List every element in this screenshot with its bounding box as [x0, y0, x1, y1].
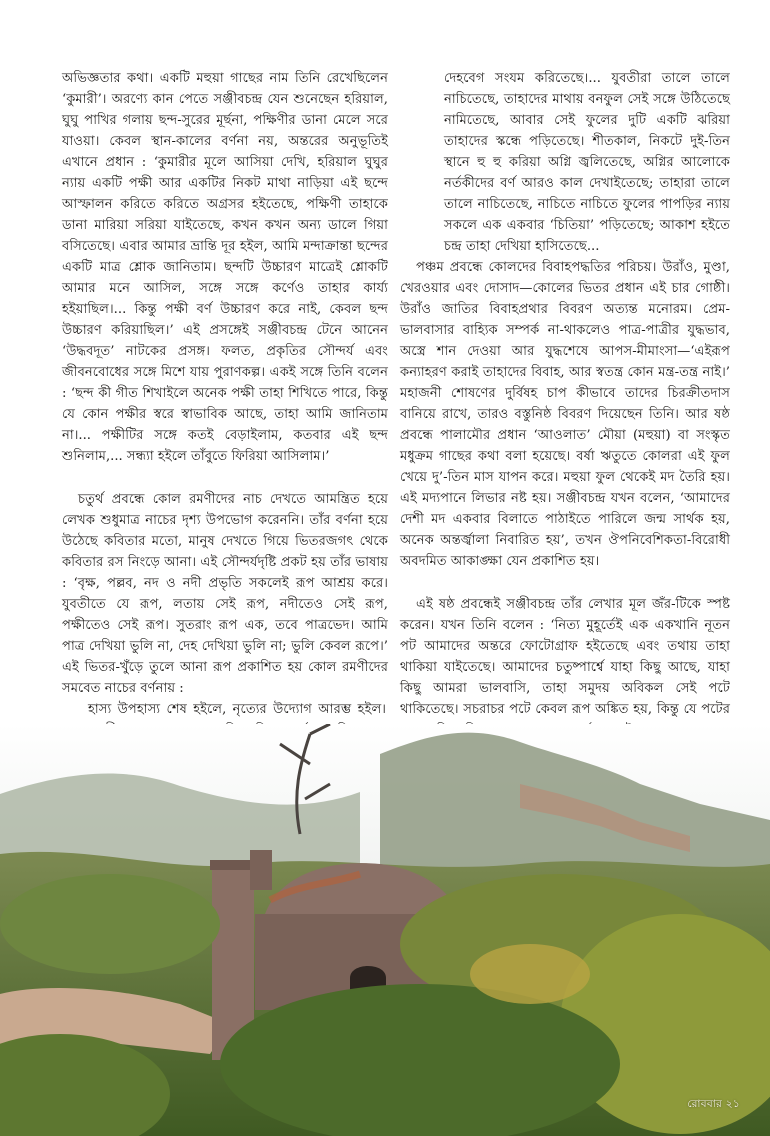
- ruin-photograph: [0, 724, 770, 1136]
- block-quote: হাস্য উপহাস্য শেষ হইলে, নৃত্যের উদ্যোগ আরম্ভ হইল।: [88, 702, 386, 717]
- block-quote-continued: দেহবেগ সংযম করিতেছে।... যুবতীরা তালে তালে নাচিতেছে, তাহাদের মাথায় বনফুল সেই সঙ্গে উঠিতেছে নামিতেছে, আবার সেই ফুলের দুটি একটি ঝরিয়া তাহাদের স্কন্ধে পড়িতেছে। শীতকাল, নিকটে দুই-তিন স্থানে হু হু করিয়া অগ্নি জ্বলিতেছে, অগ্নির আলোকে নর্তকীদের বর্ণ আরও কাল দেখাইতেছে; তাহারা তালে তালে নাচিতেছে, নাচিতে নাচিতে ফুলের পাপড়ির ন্যায় সকলে এক একবার ‘চিতিয়া’ পড়িতেছে; আকাশ হইতে চন্দ্র তাহা দেখিয়া হাসিতেছে...: [444, 71, 730, 254]
- shrub-left: [0, 874, 220, 974]
- page-number: রোববার ২১: [687, 1098, 740, 1110]
- body-paragraph: অভিজ্ঞতার কথা। একটি মহুয়া গাছের নাম তিনি রেখেছিলেন ‘কুমারী’। অরণ্যে কান পেতে সঞ্জীবচন্দ্র যেন শুনেছেন হরিয়াল, ঘুঘু পাখির গলায় ছন্দ-সুরের মূর্ছনা, পক্ষিণীর ডানা মেলে সরে যাওয়া। কেবল স্থান-কালের বর্ণনা নয়, অন্তরের অনুভূতিই এখানে প্রধান : ‘কুমারীর মূলে আসিয়া দেখি, হরিয়াল ঘুঘুর ন্যায় একটি পক্ষী আর একটির নিকট মাথা নাড়িয়া এই ছন্দে আস্ফালন করিতে করিতে অগ্রসর হইতেছে, পক্ষিণী তাহাকে ডানা মারিয়া সরিয়া যাইতেছে, কখন কখন অন্য ডালে গিয়া বসিতেছে। এবার আমার ভ্রান্তি দূর হইল, আমি মন্দাক্রান্তা ছন্দের একটি মাত্র শ্লোক জানিতাম। ছন্দটি উচ্চারণ মাত্রেই শ্লোকটি আমার মনে আসিল, সঙ্গে সঙ্গে কর্ণেও তাহার কার্য্য হইয়াছিল।... কিন্তু পক্ষী বর্ণ উচ্চারণ করে নাই, কেবল ছন্দ উচ্চারণ করিয়াছিল।’ এই প্রসঙ্গেই সঞ্জীবচন্দ্র টেনে আনেন ‘উদ্ধবদূত’ নাটকের প্রসঙ্গ। ফলত, প্রকৃতির সৌন্দর্য এবং জীবনবোধের সঙ্গে মিশে যায় পুরাণকল্প। একই সঙ্গে তিনি বলেন : ‘ছন্দ কী গীত শিখাইলে অনেক পক্ষী তাহা শিখিতে পারে, কিন্তু যে কোন পক্ষীর স্বরে স্বাভাবিক আছে, তাহা আমি জানিতাম না।... পক্ষীটির সঙ্গে কতই বেড়াইলাম, কতবার এই ছন্দ শুনিলাম,... সন্ধ্যা হইলে তাঁবুতে ফিরিয়া আসিলাম।’: [62, 71, 388, 464]
- yellow-leaves: [470, 944, 590, 1004]
- minaret-cap: [210, 860, 256, 870]
- small-turret: [250, 850, 272, 890]
- body-paragraph: চতুর্থ প্রবন্ধে কোল রমণীদের নাচ দেখতে আমন্ত্রিত হয়ে লেখক শুধুমাত্র নাচের দৃশ্য উপভোগ করেননি। তাঁর বর্ণনা হয়ে উঠেছে কবিতার মতো, মানুষ দেখতে গিয়ে ভিতরজগৎ থেকে কবিতার রস নিংড়ে আনা। এই সৌন্দর্যদৃষ্টি প্রকট হয় তাঁর ভাষায় : ‘বৃক্ষ, পল্লব, নদ ও নদী প্রভৃতি সকলেই রূপ আশ্রয় করে। যুবতীতে যে রূপ, লতায় সেই রূপ, নদীতেও সেই রূপ, পক্ষীতেও সেই রূপ। সুতরাং রূপ এক, তবে পাত্রভেদ। আমি পাত্র দেখিয়া ভুলি না, দেহ দেখিয়া ভুলি না; ভুলি কেবল রূপে।’ এই ভিতর-খুঁড়ে তুলে আনা রূপ প্রকাশিত হয় কোল রমণীদের সমবেত নাচের বর্ণনায় :: [62, 492, 388, 696]
- body-paragraph: পঞ্চম প্রবন্ধে কোলদের বিবাহপদ্ধতির পরিচয়। উরাঁও, মুণ্ডা, খেরওয়ার এবং দোসাদ—কোলের ভিতর প্রধান এই চার গোষ্ঠী। উরাঁও জাতির বিবাহপ্রথার বিবরণ অত্যন্ত মনোরম। প্রেম-ভালবাসার বাহ্যিক সম্পর্ক না-থাকলেও পাত্র-পাত্রীর যুদ্ধভাব, অস্ত্রে শান দেওয়া আর যুদ্ধশেষে আপস-মীমাংসা—‘এইরূপ কন্যাহরণ করাই তাহাদের বিবাহ, আর স্বতন্ত্র কোন মন্ত্র-তন্ত্র নাই।’ মহাজনী শোষণের দুর্বিষহ চাপ কীভাবে তাদের চিরক্রীতদাস বানিয়ে রাখে, তারও বস্তুনিষ্ঠ বিবরণ দিয়েছেন তিনি। আর ষষ্ঠ প্রবন্ধে পালামৌর প্রধান ‘আওলাত’ মৌয়া (মহুয়া) বা সংস্কৃত মধুক্রম গাছের কথা বলা হয়েছে। বর্ষা ঋতুতে কোলরা এই ফুল খেয়ে দু’-তিন মাস যাপন করে। মহুয়া ফুল থেকেই মদ তৈরি হয়। এই মদ্যপানে লিভার নষ্ট হয়। সঞ্জীবচন্দ্র যখন বলেন, ‘আমাদের দেশী মদ একবার বিলাতে পাঠাইতে পারিলে জন্ম সার্থক হয়, অনেক অন্তর্জ্বালা নিবারিত হয়’, তখন ঔপনিবেশিকতা-বিরোধী অবদমিত আকাঙ্ক্ষা যেন প্রকাশিত হয়।: [400, 260, 730, 569]
- photo-illustration: [0, 724, 770, 1136]
- body-paragraph: এই ষষ্ঠ প্রবন্ধেই সঞ্জীবচন্দ্র তাঁর লেখার মূল জঁর-টিকে স্পষ্ট করেন। যখন তিনি বলেন : ‘নিত্য মুহূর্তেই এক একখানি নূতন পট আমাদের অন্তরে ফোটোগ্রাফ হইতেছে এবং তথায় তাহা থাকিয়া যাইতেছে। আমাদের চতুষ্পার্শ্বে যাহা কিছু আছে, যাহা কিছু আমরা ভালবাসি, তাহা সমুদয় অবিকল সেই পটে থাকিতেছে। সচরাচর পটে কেবল রূপ অঙ্কিত হয়, কিন্তু যে পটের: [400, 597, 730, 717]
